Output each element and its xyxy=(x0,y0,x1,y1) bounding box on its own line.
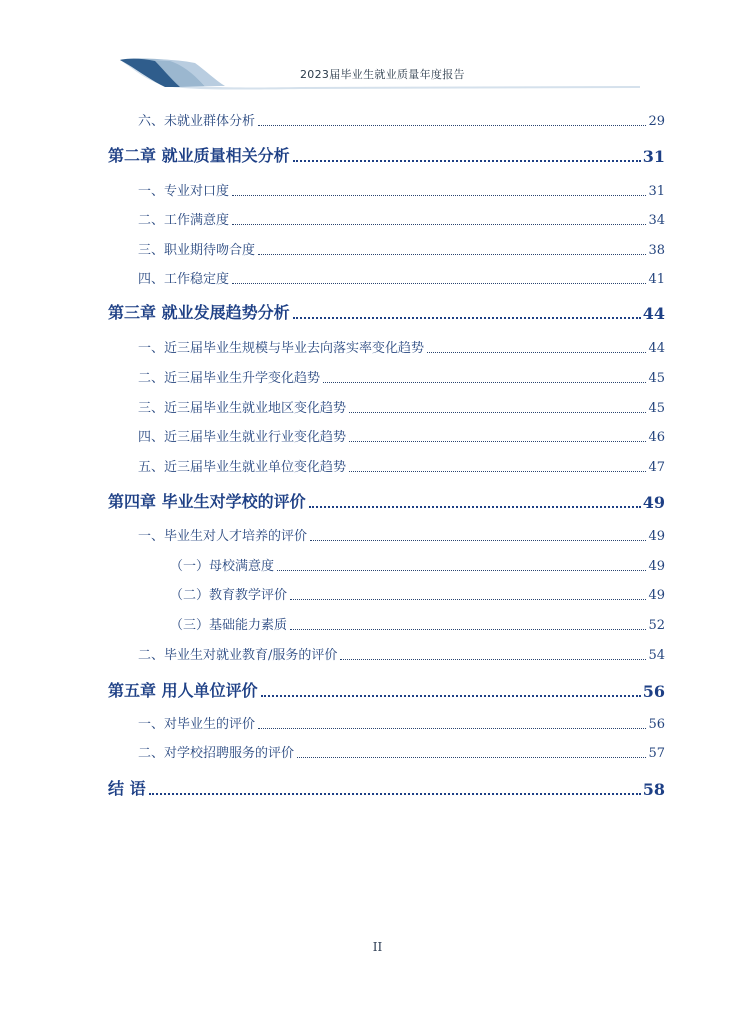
toc-entry-page-number: 45 xyxy=(648,371,665,386)
toc-entry-label: 第五章 用人单位评价 xyxy=(108,681,258,700)
toc-entry-label: 二、工作满意度 xyxy=(138,213,230,228)
toc-entry-page-number: 31 xyxy=(642,147,665,166)
toc-entry-page-number: 34 xyxy=(648,213,665,228)
toc-entry-page-number: 45 xyxy=(648,401,665,416)
toc-entry-page-number: 57 xyxy=(648,746,665,761)
toc-entry-label: 二、近三届毕业生升学变化趋势 xyxy=(138,371,321,386)
toc-entry-page-number: 29 xyxy=(648,114,665,129)
toc-dot-leader xyxy=(232,223,646,225)
toc-dot-leader xyxy=(340,658,646,660)
toc-dot-leader xyxy=(293,316,641,319)
toc-section-entry[interactable] xyxy=(138,644,665,663)
toc-entry-page-number: 47 xyxy=(648,460,665,475)
toc-section-entry[interactable] xyxy=(138,209,665,228)
toc-dot-leader xyxy=(261,694,641,697)
toc-section-entry[interactable] xyxy=(138,337,665,356)
toc-section-entry[interactable] xyxy=(138,110,665,129)
header-wave-decoration xyxy=(0,0,755,100)
toc-entry-label: （二）教育教学评价 xyxy=(170,588,288,603)
toc-entry-label: 一、毕业生对人才培养的评价 xyxy=(138,529,308,544)
toc-entry-label: 二、毕业生对就业教育/服务的评价 xyxy=(138,648,338,663)
toc-dot-leader xyxy=(310,539,646,541)
toc-entry-page-number: 58 xyxy=(642,780,665,799)
toc-dot-leader xyxy=(290,628,646,630)
toc-chapter-entry[interactable] xyxy=(108,776,665,799)
toc-section-entry[interactable] xyxy=(138,268,665,287)
toc-section-entry[interactable] xyxy=(170,614,665,633)
toc-dot-leader xyxy=(232,194,646,196)
toc-dot-leader xyxy=(309,505,641,508)
toc-section-entry[interactable] xyxy=(170,555,665,574)
toc-section-entry[interactable] xyxy=(170,584,665,603)
toc-chapter-entry[interactable] xyxy=(108,678,665,701)
toc-entry-label: 三、近三届毕业生就业地区变化趋势 xyxy=(138,401,347,416)
toc-section-entry[interactable] xyxy=(138,426,665,445)
toc-entry-label: 二、对学校招聘服务的评价 xyxy=(138,746,295,761)
toc-dot-leader xyxy=(232,282,646,284)
toc-entry-label: 结 语 xyxy=(108,779,146,798)
toc-entry-label: 五、近三届毕业生就业单位变化趋势 xyxy=(138,460,347,475)
toc-dot-leader xyxy=(277,569,646,571)
toc-entry-page-number: 49 xyxy=(642,493,665,512)
toc-entry-page-number: 44 xyxy=(648,341,665,356)
toc-entry-page-number: 52 xyxy=(648,618,665,633)
toc-entry-label: 一、近三届毕业生规模与毕业去向落实率变化趋势 xyxy=(138,341,425,356)
toc-section-entry[interactable] xyxy=(138,239,665,258)
toc-section-entry[interactable] xyxy=(138,713,665,732)
toc-entry-page-number: 49 xyxy=(648,529,665,544)
toc-entry-page-number: 41 xyxy=(648,272,665,287)
toc-dot-leader xyxy=(297,756,646,758)
toc-dot-leader xyxy=(349,470,646,472)
toc-entry-label: 四、工作稳定度 xyxy=(138,272,230,287)
toc-entry-label: 第四章 毕业生对学校的评价 xyxy=(108,492,306,511)
toc-chapter-entry[interactable] xyxy=(108,489,665,512)
toc-entry-label: 六、未就业群体分析 xyxy=(138,114,256,129)
toc-entry-label: 四、近三届毕业生就业行业变化趋势 xyxy=(138,430,347,445)
toc-entry-page-number: 46 xyxy=(648,430,665,445)
toc-dot-leader xyxy=(349,411,646,413)
toc-entry-page-number: 49 xyxy=(648,588,665,603)
toc-dot-leader xyxy=(258,727,646,729)
toc-entry-label: 一、对毕业生的评价 xyxy=(138,717,256,732)
toc-entry-page-number: 44 xyxy=(642,304,665,323)
toc-entry-label: 第二章 就业质量相关分析 xyxy=(108,146,290,165)
toc-entry-page-number: 31 xyxy=(648,184,665,199)
toc-entry-label: （三）基础能力素质 xyxy=(170,618,288,633)
toc-dot-leader xyxy=(293,159,641,162)
header-title: 2023届毕业生就业质量年度报告 xyxy=(300,68,465,81)
toc-section-entry[interactable] xyxy=(138,742,665,761)
toc-entry-page-number: 38 xyxy=(648,243,665,258)
toc-dot-leader xyxy=(149,792,641,795)
toc-dot-leader xyxy=(323,381,646,383)
toc-entry-label: 第三章 就业发展趋势分析 xyxy=(108,303,290,322)
toc-entry-page-number: 56 xyxy=(648,717,665,732)
toc-section-entry[interactable] xyxy=(138,367,665,386)
toc-entry-label: 三、职业期待吻合度 xyxy=(138,243,256,258)
toc-dot-leader xyxy=(427,351,646,353)
page-header xyxy=(0,0,755,100)
toc-entry-label: 一、专业对口度 xyxy=(138,184,230,199)
toc-chapter-entry[interactable] xyxy=(108,300,665,323)
toc-entry-label: （一）母校满意度 xyxy=(170,559,275,574)
toc-section-entry[interactable] xyxy=(138,180,665,199)
toc-section-entry[interactable] xyxy=(138,525,665,544)
toc-dot-leader xyxy=(258,124,646,126)
toc-dot-leader xyxy=(349,440,646,442)
toc-chapter-entry[interactable] xyxy=(108,143,665,166)
toc-section-entry[interactable] xyxy=(138,456,665,475)
toc-entry-page-number: 54 xyxy=(648,648,665,663)
toc-dot-leader xyxy=(290,598,646,600)
toc-entry-page-number: 49 xyxy=(648,559,665,574)
toc-section-entry[interactable] xyxy=(138,397,665,416)
page-number: II xyxy=(372,940,383,954)
toc-entry-page-number: 56 xyxy=(642,682,665,701)
toc-dot-leader xyxy=(258,253,646,255)
